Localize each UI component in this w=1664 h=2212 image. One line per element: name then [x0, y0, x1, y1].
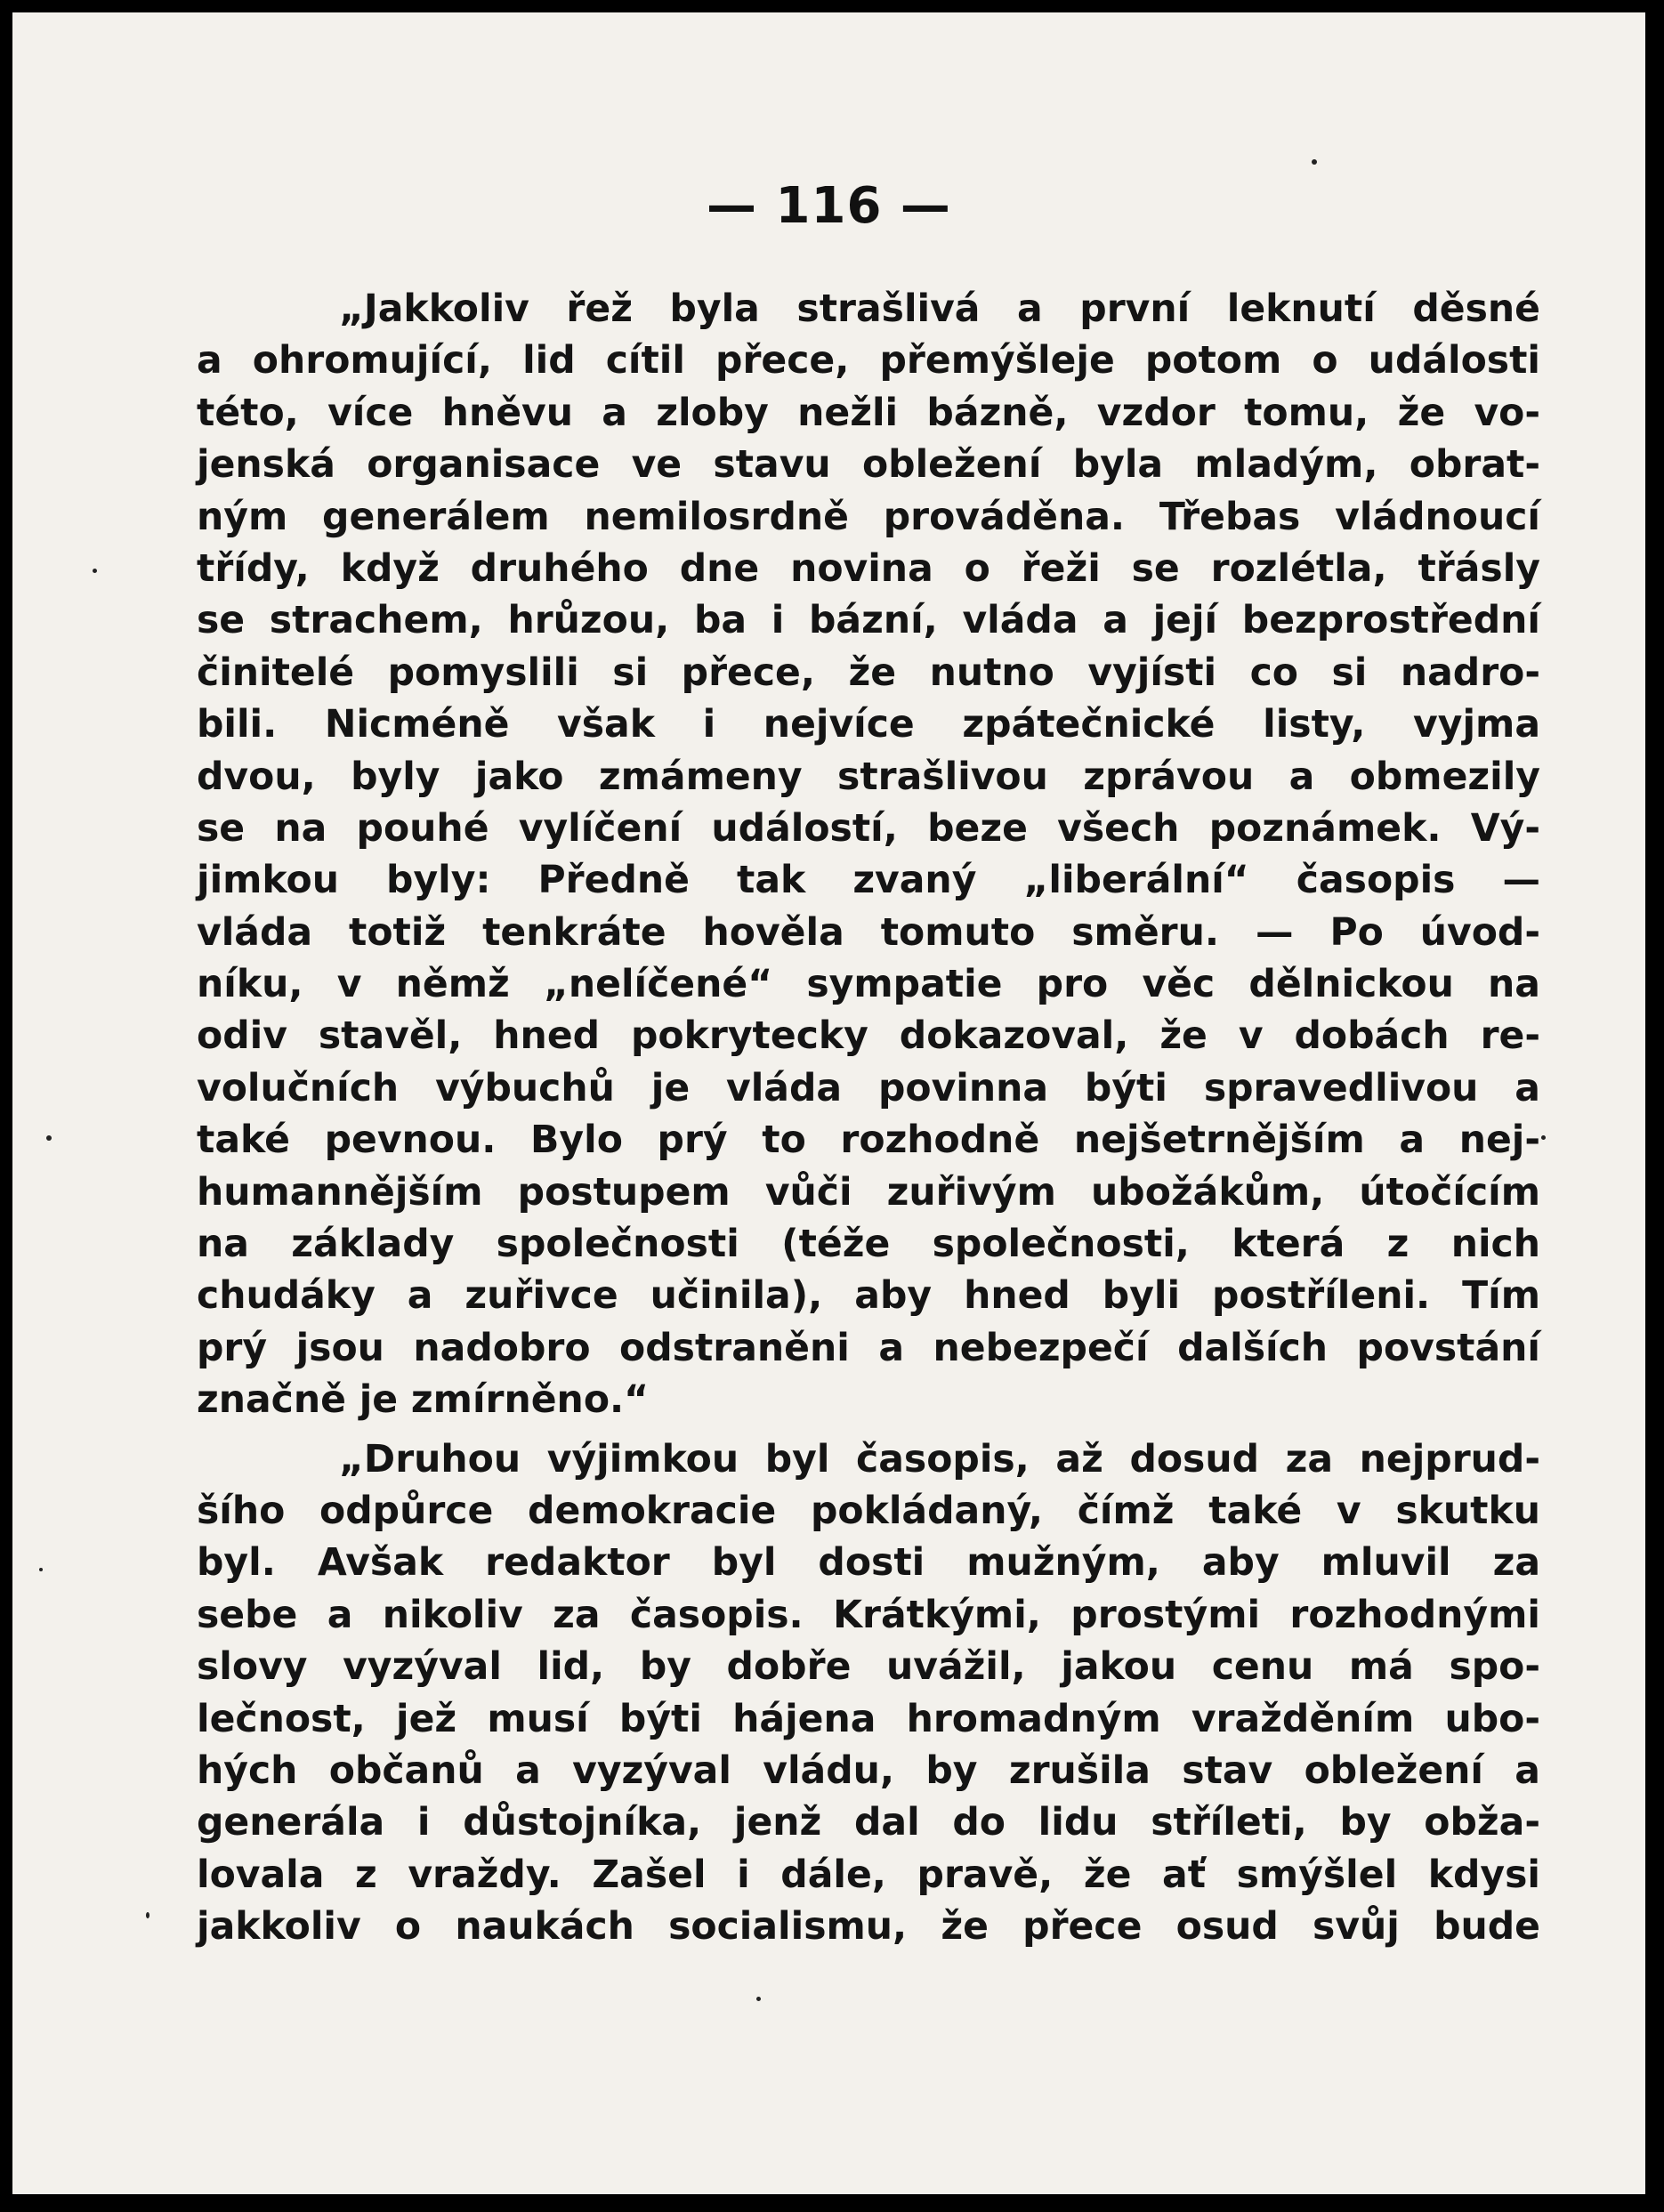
text-line: třídy, když druhého dne novina o řeži se rozlétla, třásly [197, 546, 1540, 591]
text-line: níku, v němž „nelíčené“ sympatie pro věc dělnickou na [197, 963, 1540, 1007]
text-line: generála i důstojníka, jenž dal do lidu stříleti, by obža- [197, 1801, 1540, 1845]
print-speck [46, 1135, 52, 1141]
text-line: bili. Nicméně však i nejvíce zpátečnické listy, vyjma [197, 703, 1540, 747]
body-text [197, 284, 1540, 1954]
text-line: prý jsou nadobro odstraněni a nebezpečí dalších povstání [197, 1326, 1540, 1370]
text-line: lečnost, jež musí býti hájena hromadným vražděním ubo- [197, 1697, 1540, 1741]
print-speck [39, 1568, 43, 1571]
text-line: činitelé pomyslili si přece, že nutno vyjísti co si nadro- [197, 650, 1540, 695]
text-line: jenská organisace ve stavu obležení byla mladým, obrat- [197, 443, 1540, 488]
text-line: na základy společnosti (téže společnosti, která z nich [197, 1223, 1540, 1267]
print-speck [1541, 1135, 1546, 1140]
text-line: lovala z vraždy. Zašel i dále, pravě, že ať smýšlel kdysi [197, 1853, 1540, 1897]
text-line: sebe a nikoliv za časopis. Krátkými, prostými rozhodnými [197, 1593, 1540, 1637]
paragraph-gap [197, 1427, 1540, 1434]
page-number: — 116 — [707, 177, 951, 235]
print-speck [146, 1912, 149, 1918]
text-line: jakkoliv o naukách socialismu, že přece osud svůj bude [197, 1905, 1540, 1950]
text-line: a ohromující, lid cítil přece, přemýšleje potom o události [197, 339, 1540, 383]
text-line: značně je zmírněno.“ [197, 1378, 650, 1423]
print-speck [1312, 159, 1317, 165]
text-line: hých občanů a vyzýval vládu, by zrušila stav obležení a [197, 1748, 1540, 1793]
text-line: ným generálem nemilosrdně prováděna. Třebas vládnoucí [197, 495, 1540, 539]
text-line: také pevnou. Bylo prý to rozhodně nejšetrnějším a nej- [197, 1118, 1540, 1163]
text-line: jimkou byly: Předně tak zvaný „liberální“ časopis — [197, 859, 1540, 903]
text-line: odiv stavěl, hned pokrytecky dokazoval, že v dobách re- [197, 1014, 1540, 1059]
text-line: slovy vyzýval lid, by dobře uvážil, jakou cenu má spo- [197, 1645, 1540, 1690]
text-line: „Druhou výjimkou byl časopis, až dosud za nejprud- [339, 1437, 1540, 1481]
paragraph-2 [197, 1434, 1540, 1954]
text-line: volučních výbuchů je vláda povinna býti spravedlivou a [197, 1066, 1540, 1110]
book-page [12, 12, 1645, 2194]
text-line: chudáky a zuřivce učinila), aby hned byli postříleni. Tím [197, 1274, 1540, 1319]
text-line: byl. Avšak redaktor byl dosti mužným, aby mluvil za [197, 1541, 1540, 1586]
text-line: vláda totiž tenkráte hověla tomuto směru. — Po úvod- [197, 910, 1540, 955]
text-line: humannějším postupem vůči zuřivým ubožákům, útočícím [197, 1170, 1540, 1215]
print-speck [756, 1997, 761, 2001]
text-line: se na pouhé vylíčení událostí, beze všech poznámek. Vý- [197, 806, 1540, 851]
text-line: se strachem, hrůzou, ba i bázní, vláda a její bezprostřední [197, 599, 1540, 643]
print-speck [93, 569, 97, 573]
text-line: této, více hněvu a zloby nežli bázně, vzdor tomu, že vo- [197, 391, 1540, 435]
text-line: šího odpůrce demokracie pokládaný, čímž také v skutku [197, 1489, 1540, 1533]
text-line: dvou, byly jako zmámeny strašlivou zprávou a obmezily [197, 755, 1540, 799]
paragraph-1 [197, 284, 1540, 1427]
text-line: „Jakkoliv řež byla strašlivá a první leknutí děsné [339, 287, 1540, 331]
